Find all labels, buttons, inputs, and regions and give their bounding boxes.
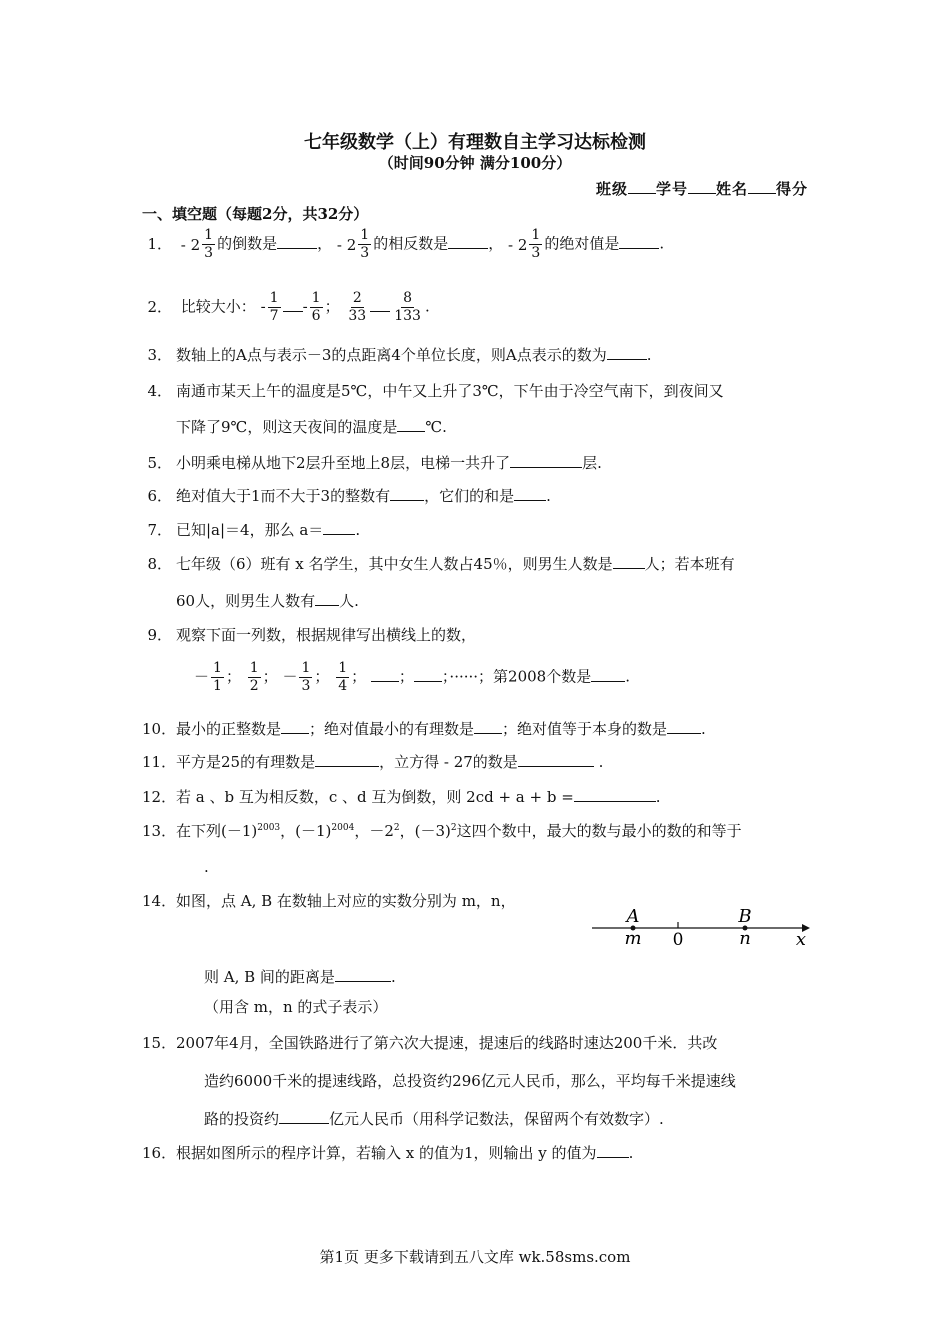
text: 下降了9℃，则这天夜间的温度是 — [176, 418, 398, 436]
label-n: n — [739, 928, 751, 949]
question-number: 4． — [147, 382, 172, 400]
denominator: 2 — [249, 678, 259, 694]
text: ， — [488, 234, 504, 253]
answer-blank[interactable] — [315, 752, 379, 767]
answer-blank[interactable] — [370, 297, 390, 312]
numerator: 1 — [249, 660, 259, 676]
question-15 — [142, 1032, 717, 1053]
text: ； — [314, 667, 330, 686]
label-zero: 0 — [672, 930, 684, 950]
text: ； — [351, 667, 367, 686]
question-15-line3 — [204, 1108, 664, 1129]
question-9-sequence — [194, 660, 630, 695]
question-number: 8． — [147, 555, 172, 573]
numerator: 1 — [338, 660, 348, 676]
text: 如图，点 A, B 在数轴上对应的实数分别为 m，n， — [176, 892, 516, 910]
fraction — [346, 290, 368, 325]
text: ； — [262, 667, 278, 686]
text: . — [655, 788, 661, 806]
question-number: 13． — [142, 822, 177, 840]
score-label: 得分 — [775, 180, 808, 198]
text: ； — [225, 667, 241, 686]
text: 根据如图所示的程序计算，若输入 x 的值为1，则输出 y 的值为 — [176, 1144, 597, 1162]
text: ； — [324, 297, 340, 316]
text: ，立方得 - 27的数是 — [379, 753, 518, 771]
number-blank[interactable] — [688, 179, 716, 194]
text: 比较大小： — [180, 297, 256, 316]
label-b: B — [738, 906, 752, 927]
numerator: 8 — [403, 290, 413, 306]
mixed-number — [337, 227, 373, 262]
fraction — [211, 660, 224, 695]
text: ；绝对值最小的有理数是 — [309, 720, 475, 738]
minus-sign: - — [260, 297, 266, 316]
text: 亿元人民币（用科学记数法，保留两个有效数字）. — [329, 1110, 664, 1128]
question-number: 16． — [142, 1144, 177, 1162]
question-3 — [142, 344, 652, 365]
question-8-line2 — [176, 590, 359, 611]
exponent: 2 — [393, 823, 400, 833]
question-2 — [142, 290, 430, 325]
text: . — [628, 1144, 634, 1162]
text: ；绝对值等于本身的数是 — [502, 720, 668, 738]
question-number: 15． — [142, 1034, 177, 1052]
question-6 — [142, 485, 551, 506]
text: ；······；第2008个数是 — [441, 667, 592, 686]
text: . — [593, 753, 604, 771]
label-m: m — [624, 928, 642, 949]
answer-blank[interactable] — [619, 234, 659, 249]
denominator: 7 — [269, 308, 279, 324]
answer-blank[interactable] — [283, 297, 303, 312]
fraction — [310, 290, 323, 325]
denominator: 133 — [394, 308, 421, 324]
mixed-number — [181, 227, 217, 262]
answer-blank[interactable] — [514, 486, 546, 501]
exponent: 2004 — [331, 823, 355, 833]
text: ，－2 — [354, 822, 394, 840]
text: 平方是25的有理数是 — [176, 753, 316, 771]
question-16 — [142, 1142, 633, 1163]
question-number: 14． — [142, 892, 177, 910]
text: . — [355, 521, 361, 539]
answer-blank[interactable] — [371, 667, 399, 682]
student-info — [596, 178, 808, 199]
answer-blank[interactable] — [613, 554, 645, 569]
fraction — [358, 227, 371, 262]
numerator: 2 — [352, 290, 362, 306]
answer-blank[interactable] — [397, 417, 425, 432]
text: 则 A, B 间的距离是 — [204, 968, 335, 986]
page-subtitle: （时间90分钟 满分100分） — [378, 154, 572, 172]
answer-blank[interactable] — [474, 719, 502, 734]
minus-sign: － — [282, 667, 298, 686]
question-number: 6． — [147, 487, 172, 505]
exponent: 2 — [450, 823, 457, 833]
numerator: 1 — [531, 227, 541, 243]
label-a: A — [626, 906, 640, 927]
question-number: 9． — [147, 626, 172, 644]
text: 小明乘电梯从地下2层升至地上8层，电梯一共升了 — [176, 454, 511, 472]
text: 最小的正整数是 — [176, 720, 282, 738]
question-14-note: （用含 m，n 的式子表示） — [204, 998, 388, 1016]
number-label: 学号 — [655, 180, 688, 198]
text: 已知|a|＝4，那么 a＝ — [176, 521, 324, 539]
denominator: 6 — [311, 308, 321, 324]
denominator: 3 — [360, 245, 370, 261]
answer-blank[interactable] — [591, 667, 625, 682]
text: . — [659, 234, 665, 253]
question-14 — [142, 890, 516, 911]
fraction — [248, 660, 261, 695]
fraction — [202, 227, 215, 262]
denominator: 33 — [348, 308, 367, 324]
text: ，(－3) — [399, 822, 451, 840]
question-number: 12． — [142, 788, 177, 806]
denominator: 3 — [531, 245, 541, 261]
question-13 — [142, 820, 742, 841]
answer-blank[interactable] — [323, 520, 355, 535]
exponent: 2003 — [257, 823, 281, 833]
question-number: 5． — [147, 454, 172, 472]
text: 在下列(－1) — [176, 822, 258, 840]
class-blank[interactable] — [628, 179, 656, 194]
fraction — [268, 290, 281, 325]
denominator: 3 — [301, 678, 311, 694]
numerator: 1 — [213, 660, 222, 676]
text: 人；若本班有 — [644, 555, 735, 573]
question-number: 7． — [147, 521, 172, 539]
answer-blank[interactable] — [607, 345, 647, 360]
question-1 — [142, 227, 664, 262]
question-number: 3． — [147, 346, 172, 364]
page-title: 七年级数学（上）有理数自主学习达标检测 — [304, 132, 646, 153]
answer-blank[interactable] — [390, 486, 424, 501]
number-line — [588, 900, 810, 952]
text: 的绝对值是 — [544, 234, 620, 253]
neg-whole: - 2 — [336, 235, 357, 254]
label-x: x — [795, 929, 807, 950]
text: . — [701, 720, 706, 738]
text: 这四个数中，最大的数与最小的数的和等于 — [456, 822, 742, 840]
text: 2007年4月，全国铁路进行了第六次大提速，提速后的线路时速达200千米．共改 — [176, 1034, 718, 1052]
text: 的倒数是 — [217, 234, 278, 253]
text: 数轴上的A点与表示－3的点距离4个单位长度，则A点表示的数为 — [176, 346, 607, 364]
name-label: 姓名 — [715, 180, 748, 198]
question-14-line2 — [204, 966, 396, 987]
text: ℃. — [425, 418, 447, 436]
numerator: 1 — [269, 290, 279, 306]
question-9 — [142, 624, 476, 645]
text: . — [646, 346, 652, 364]
answer-blank[interactable] — [281, 719, 309, 734]
text: 层. — [582, 454, 602, 472]
numerator: 1 — [204, 227, 214, 243]
answer-blank[interactable] — [510, 453, 582, 468]
name-blank[interactable] — [748, 179, 776, 194]
question-5 — [142, 452, 602, 473]
class-label: 班级 — [595, 180, 628, 198]
text: 绝对值大于1而不大于3的整数有 — [176, 487, 391, 505]
numerator: 1 — [360, 227, 370, 243]
question-12 — [142, 786, 661, 807]
text: 南通市某天上午的温度是5℃，中午又上升了3℃，下午由于冷空气南下，到夜间又 — [176, 382, 724, 400]
fraction — [529, 227, 542, 262]
answer-blank[interactable] — [448, 234, 488, 249]
minus-sign: - — [302, 297, 308, 316]
fraction — [336, 660, 349, 695]
question-number: 11． — [142, 753, 177, 771]
question-8 — [142, 553, 735, 574]
text: ； — [398, 667, 414, 686]
answer-blank[interactable] — [574, 787, 656, 802]
text: ，它们的和是 — [424, 487, 515, 505]
denominator: 1 — [213, 678, 222, 694]
question-4-line2 — [176, 416, 447, 437]
denominator: 3 — [204, 245, 214, 261]
minus-sign: － — [194, 667, 210, 686]
text: ， — [317, 234, 333, 253]
denominator: 4 — [338, 678, 348, 694]
question-number: 2． — [147, 297, 172, 316]
answer-blank[interactable] — [518, 752, 594, 767]
answer-blank[interactable] — [335, 967, 391, 982]
text: . — [625, 667, 630, 686]
question-number: 10． — [142, 720, 177, 738]
text: . — [546, 487, 551, 505]
answer-blank[interactable] — [279, 1109, 329, 1124]
text: 七年级（6）班有 x 名学生，其中女生人数占45％，则男生人数是 — [176, 555, 613, 573]
question-15-line2: 造约6000千米的提速线路，总投资约296亿元人民币，那么，平均每千米提速线 — [204, 1072, 736, 1090]
answer-blank[interactable] — [315, 591, 339, 606]
numerator: 1 — [301, 660, 311, 676]
answer-blank[interactable] — [414, 667, 442, 682]
question-10 — [142, 718, 706, 739]
text: ，(－1) — [280, 822, 332, 840]
question-11 — [142, 751, 603, 772]
text: 的相反数是 — [373, 234, 449, 253]
section-heading: 一、填空题（每题2分，共32分） — [142, 205, 369, 223]
text: . — [424, 297, 430, 316]
numerator: 1 — [311, 290, 321, 306]
neg-whole: - 2 — [508, 235, 528, 254]
text: 若 a 、b 互为相反数，c 、d 互为倒数，则 2cd + a + b = — [176, 788, 574, 806]
question-13-line2: . — [204, 858, 209, 876]
neg-whole: - 2 — [180, 235, 201, 254]
text: . — [390, 968, 396, 986]
question-7 — [142, 519, 360, 540]
answer-blank[interactable] — [667, 719, 701, 734]
answer-blank[interactable] — [277, 234, 317, 249]
fraction — [392, 290, 423, 325]
text: 60人，则男生人数有 — [176, 592, 316, 610]
answer-blank[interactable] — [597, 1143, 629, 1158]
question-4 — [142, 380, 724, 401]
question-number: 1． — [147, 234, 172, 253]
text: 人. — [339, 592, 359, 610]
fraction — [299, 660, 312, 695]
mixed-number — [508, 227, 544, 262]
page-footer: 第1页 更多下载请到五八文库 wk.58sms.com — [319, 1248, 631, 1266]
text: 观察下面一列数，根据规律写出横线上的数， — [176, 626, 477, 644]
text: 路的投资约 — [204, 1110, 280, 1128]
